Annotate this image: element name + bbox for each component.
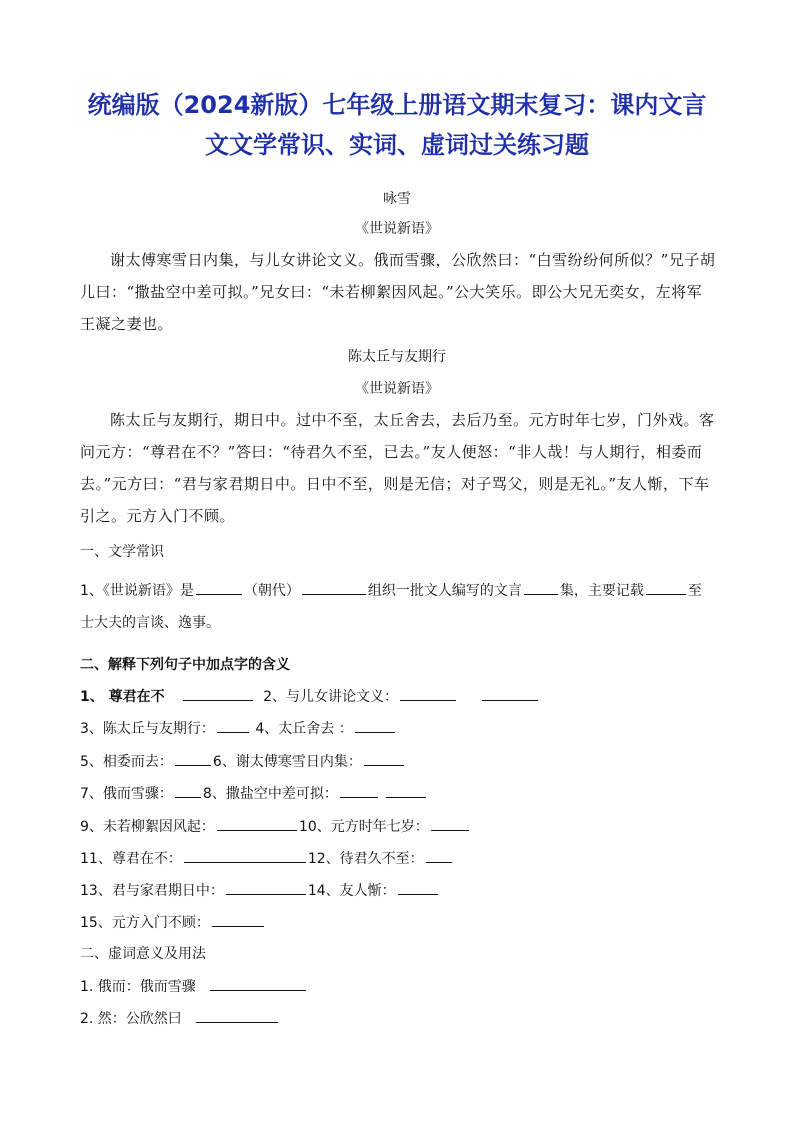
answer-blank-9[interactable] xyxy=(217,816,297,831)
item-13-label: 13、君与家君期日中： xyxy=(80,883,224,899)
list-item xyxy=(80,783,428,803)
answer-blank-10[interactable] xyxy=(431,816,469,831)
item-11-label: 11、尊君在不： xyxy=(80,851,182,867)
answer-blank-15[interactable] xyxy=(212,912,264,927)
item-6-label: 6、谢太傅寒雪日内集： xyxy=(212,754,362,770)
question-1-line xyxy=(80,580,702,600)
answer-blank-13[interactable] xyxy=(226,880,306,895)
item-7-label: 7、俄而雪骤： xyxy=(80,786,173,802)
list-item xyxy=(80,686,540,706)
q1-text-a: 1、《世说新语》是 xyxy=(80,583,194,599)
blank-genre[interactable] xyxy=(524,580,558,595)
list-item xyxy=(80,718,397,738)
answer-blank-2a[interactable] xyxy=(400,686,456,701)
answer-blank-11[interactable] xyxy=(184,848,306,863)
item-8-label: 8、撒盐空中差可拟： xyxy=(202,786,338,802)
list-item xyxy=(80,1008,280,1028)
q1-text-c: 组织一批文人编写的文言 xyxy=(367,583,522,599)
list-item xyxy=(80,976,308,996)
list-item xyxy=(80,880,440,900)
answer-blank-3[interactable] xyxy=(217,718,249,733)
answer-blank-8b[interactable] xyxy=(386,783,426,798)
item-14-label: 14、友人惭： xyxy=(307,883,396,899)
function-word-blank-1[interactable] xyxy=(210,976,306,991)
list-item xyxy=(80,816,471,836)
answer-blank-7[interactable] xyxy=(175,783,201,798)
item-9-label: 9、未若柳絮因风起： xyxy=(80,819,215,835)
item-3-label: 3、陈太丘与友期行： xyxy=(80,721,215,737)
list-item xyxy=(80,848,454,868)
answer-blank-6[interactable] xyxy=(364,751,404,766)
list-item xyxy=(80,912,266,932)
section1-heading: 一、文学常识 xyxy=(80,544,164,560)
blank-period[interactable] xyxy=(646,580,686,595)
section3-heading: 二、虚词意义及用法 xyxy=(80,946,206,962)
q1-text-e: 至 xyxy=(687,583,702,599)
answer-blank-1[interactable] xyxy=(183,686,253,701)
blank-organizer[interactable] xyxy=(302,580,366,595)
text2-source: 《世说新语》 xyxy=(355,381,439,397)
answer-blank-12[interactable] xyxy=(426,848,452,863)
answer-blank-14[interactable] xyxy=(398,880,438,895)
function-word-blank-2[interactable] xyxy=(196,1008,278,1023)
item-4-label: 4、太丘舍去 ： xyxy=(255,721,353,737)
item-15-label: 15、元方入门不顾： xyxy=(80,915,210,931)
item-5-label: 5、相委而去： xyxy=(80,754,173,770)
item-12-label: 12、待君久不至： xyxy=(307,851,424,867)
section2-heading: 二、解释下列句子中加点字的含义 xyxy=(80,657,290,673)
page-title-line-1: 统编版（2024新版）七年级上册语文期末复习：课内文言 xyxy=(87,91,707,119)
answer-blank-2b[interactable] xyxy=(482,686,538,701)
q1-text-d: 集，主要记载 xyxy=(559,583,644,599)
text1-source: 《世说新语》 xyxy=(355,221,439,237)
item-2-label: 2、与儿女讲论文义： xyxy=(263,689,398,705)
item-10-label: 10、元方时年七岁： xyxy=(298,819,429,835)
answer-blank-8a[interactable] xyxy=(340,783,378,798)
function-word-item-1: 1. 俄而：俄而雪骤 xyxy=(80,979,196,995)
question-1-continuation: 士大夫的言谈、逸事。 xyxy=(80,615,220,631)
answer-blank-4[interactable] xyxy=(355,718,395,733)
text1-title: 咏雪 xyxy=(383,191,411,207)
list-item xyxy=(80,751,406,771)
function-word-item-2: 2. 然：公欣然曰 xyxy=(80,1011,182,1027)
q1-text-b: （朝代） xyxy=(243,583,300,599)
page-title-line-2: 文文学常识、实词、虚词过关练习题 xyxy=(205,131,589,159)
blank-dynasty-author[interactable] xyxy=(196,580,242,595)
text2-title: 陈太丘与友期行 xyxy=(348,349,446,365)
text2-body: 陈太丘与友期行，期日中。过中不至，太丘舍去，去后乃至。元方时年七岁，门外戏。客问元方：“尊君在不？”答曰：“待君久不至，已去。”友人便怒：“非人哉！与人期行，相委而去。”元方曰：“君与家君期日中。日中不至，则是无信；对子骂父，则是无礼。”友人惭，下车引之。元方入门不顾。 xyxy=(80,411,715,525)
answer-blank-5[interactable] xyxy=(175,751,211,766)
text1-body: 谢太傅寒雪日内集，与儿女讲论文义。俄而雪骤，公欣然曰：“白雪纷纷何所似？”兄子胡儿曰：“撒盐空中差可拟。”兄女曰：“未若柳絮因风起。”公大笑乐。即公大兄无奕女，左将军王凝之妻也。 xyxy=(80,251,716,333)
item-1-label: 1、 尊君在不 xyxy=(80,689,165,705)
